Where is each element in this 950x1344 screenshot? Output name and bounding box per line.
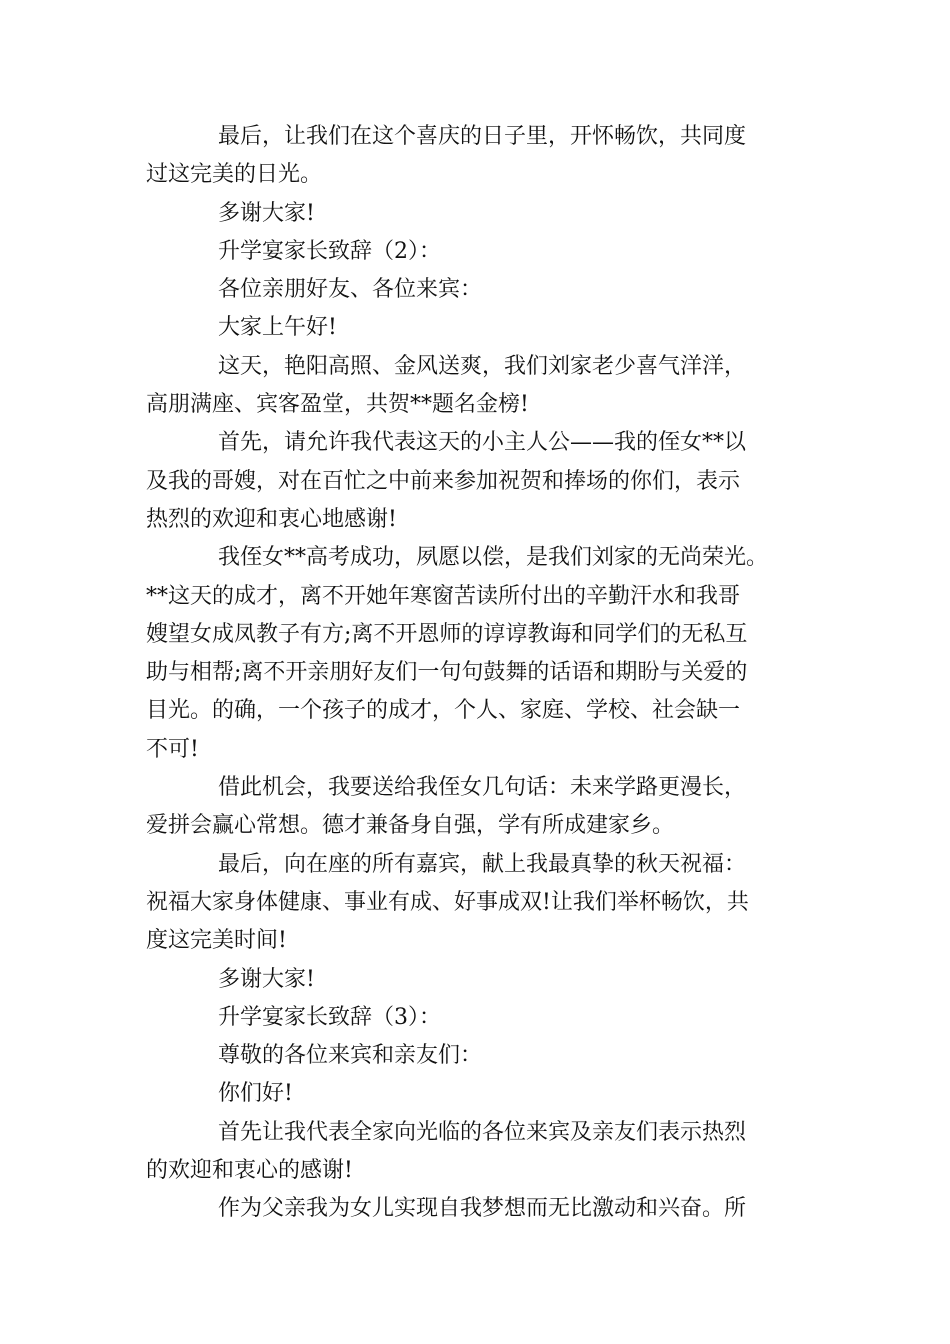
text-line: 目光。的确，一个孩子的成才，个人、家庭、学校、社会缺一 [146, 698, 741, 724]
text-line: 祝福大家身体健康、事业有成、好事成双!让我们举杯畅饮，共 [146, 889, 749, 915]
text-line: 过这完美的日光。 [146, 162, 323, 188]
text-line: 这天，艳阳高照、金风送爽，我们刘家老少喜气洋洋， [218, 353, 747, 379]
text-line: 作为父亲我为女儿实现自我梦想而无比激动和兴奋。所 [218, 1196, 747, 1222]
text-line: 各位亲朋好友、各位来宾： [218, 277, 483, 303]
text-line: 首先让我代表全家向光临的各位来宾及亲友们表示热烈 [218, 1119, 747, 1145]
text-line: 及我的哥嫂，对在百忙之中前来参加祝贺和捧场的你们，表示 [146, 468, 741, 494]
text-line: 大家上午好! [218, 315, 337, 341]
section-heading: 升学宴家长致辞（2）： [218, 238, 441, 264]
text-line: 嫂望女成凤教子有方;离不开恩师的谆谆教诲和同学们的无私互 [146, 621, 748, 647]
text-line: 爱拼会赢心常想。德才兼备身自强，学有所成建家乡。 [146, 813, 675, 839]
text-line: 你们好! [218, 1081, 293, 1107]
text-line: 尊敬的各位来宾和亲友们： [218, 1043, 483, 1069]
text-line: 助与相帮;离不开亲朋好友们一句句鼓舞的话语和期盼与关爱的 [146, 660, 748, 686]
document-body [146, 118, 806, 1229]
text-line: 最后，让我们在这个喜庆的日子里，开怀畅饮，共同度 [218, 124, 747, 149]
text-line: 度这完美时间! [146, 928, 287, 954]
text-line: 我侄女**高考成功，夙愿以偿，是我们刘家的无尚荣光。 [218, 545, 769, 571]
text-line: 高朋满座、宾客盈堂，共贺**题名金榜! [146, 392, 529, 418]
text-line: 借此机会，我要送给我侄女几句话：未来学路更漫长， [218, 775, 747, 801]
text-line: 首先，请允许我代表这天的小主人公——我的侄女**以 [218, 430, 747, 456]
section-heading: 升学宴家长致辞（3）： [218, 1004, 441, 1030]
text-line: 最后，向在座的所有嘉宾，献上我最真挚的秋天祝福： [218, 851, 747, 877]
text-line: 不可! [146, 736, 199, 762]
text-line: 多谢大家! [218, 200, 315, 226]
text-line: 多谢大家! [218, 966, 315, 992]
text-line: 热烈的欢迎和衷心地感谢! [146, 506, 397, 532]
text-line: 的欢迎和衷心的感谢! [146, 1158, 353, 1184]
text-line: **这天的成才，离不开她年寒窗苦读所付出的辛勤汗水和我哥 [146, 583, 741, 609]
